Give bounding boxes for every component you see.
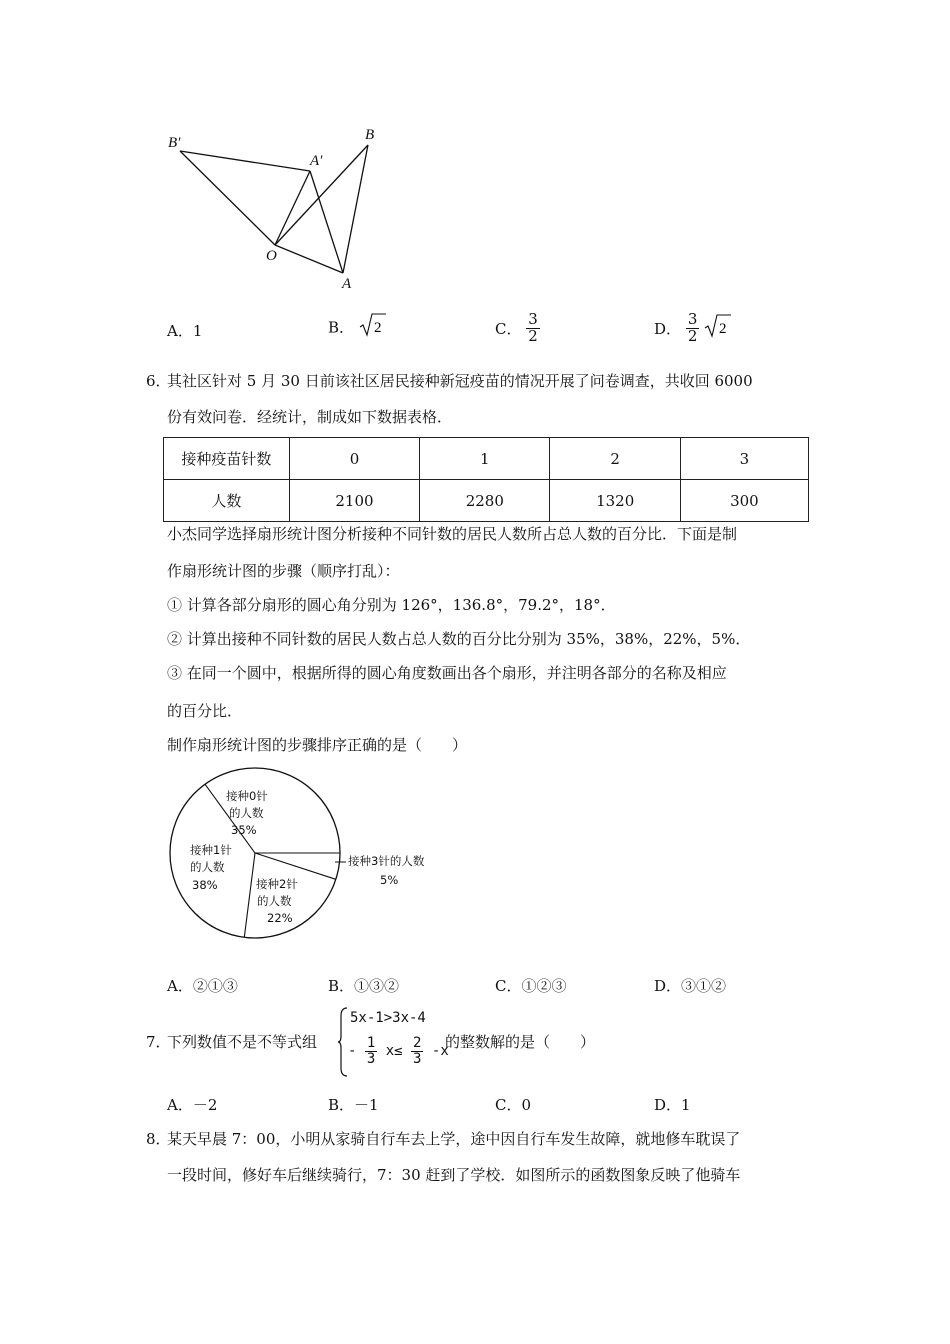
table-cell: 2 [550,438,680,480]
q7-inequality-1: 5x-1>3x-4 [350,1010,426,1026]
fraction: $\frac{3}{2}$ [528,310,538,345]
pie-chart [165,765,465,945]
fraction: $\frac{1}{3}$ [366,1035,376,1067]
q6-para2: 作扇形统计图的步骤（顺序打乱）： [167,562,400,580]
q6-line2: 份有效问卷．经统计，制成如下数据表格． [167,408,453,426]
q6-step2: ② 计算出接种不同针数的居民人数占总人数的百分比分别为 35%，38%，22%，5%． [167,630,751,648]
q6-number: 6． [146,372,171,390]
q7-option-c[interactable]: C．0 [495,1096,532,1114]
pie-label-slice0-line1: 接种0针 [226,789,268,803]
q6-option-d[interactable]: D．③①② [654,977,727,995]
pie-label-slice2-pct: 22% [267,911,293,925]
table-cell: 1320 [550,480,680,522]
segment-b-a [343,145,368,273]
segment-o-a [275,245,343,273]
q7-suffix: 的整数解的是（ ） [445,1033,596,1051]
pie-label-slice2-line1: 接种2针 [256,877,298,891]
segment-bprime-aprime [180,151,310,171]
pie-label-slice2-line2: 的人数 [257,894,292,908]
pie-label-slice1-pct: 38% [192,878,218,892]
pie-label-slice0-pct: 35% [231,823,257,837]
sqrt-symbol [704,313,732,343]
svg-text:2: 2 [373,320,382,336]
q8-line2: 一段时间，修好车后继续骑行，7：30 赶到了学校．如图所示的函数图象反映了他骑车 [167,1166,741,1184]
q8-number: 8． [146,1130,171,1148]
fraction: $\frac{3}{2}$ [687,310,698,345]
q7-inequality-2: - $\frac{1}{3}$ x≤ $\frac{2}{3}$ -x [348,1035,449,1067]
table-cell: 接种疫苗针数 [164,438,290,480]
q6-option-b[interactable]: B．①③② [328,977,400,995]
pie-label-slice1-line2: 的人数 [190,860,225,874]
label-o: O [266,248,277,264]
label-a: A [342,276,352,292]
q5-option-b[interactable]: B． 2 [328,312,387,342]
q6-option-a[interactable]: A．②①③ [167,977,238,995]
sqrt-symbol [359,312,387,342]
pie-radius-3 [255,853,336,879]
vaccine-table [163,437,809,522]
q7-prefix: 下列数值不是不等式组 [167,1033,318,1051]
pie-radius-2 [244,853,255,937]
q6-step3b: 的百分比． [167,702,243,720]
q7-option-d[interactable]: D．1 [654,1096,691,1114]
q6-step1: ① 计算各部分扇形的圆心角分别为 126°，136.8°，79.2°，18°． [167,596,616,614]
table-header-row [164,438,809,480]
label-a-prime: A′ [310,153,323,169]
fraction: $\frac{2}{3}$ [413,1035,422,1067]
q6-para1: 小杰同学选择扇形统计图分析接种不同针数的居民人数所占总人数的百分比．下面是制 [167,525,738,543]
rotation-figure [165,125,425,295]
q6-option-c[interactable]: C．①②③ [495,977,567,995]
segment-aprime-o [275,171,310,245]
table-cell: 3 [680,438,808,480]
table-cell: 1 [420,438,550,480]
label-b-prime: B′ [168,135,181,151]
q5-option-d[interactable]: D． $\frac{3}{2}$ 2 [654,312,732,345]
q7-option-a[interactable]: A．－2 [167,1096,218,1114]
q7-option-b[interactable]: B．－1 [328,1096,379,1114]
table-cell: 300 [680,480,808,522]
pie-label-slice0-line2: 的人数 [229,806,264,820]
q6-question: 制作扇形统计图的步骤排序正确的是（ ） [167,736,468,754]
pie-label-slice3-line1: 接种3针的人数 [348,854,425,868]
table-row [164,480,809,522]
table-cell: 2280 [420,480,550,522]
q8-line1: 某天早晨 7：00，小明从家骑自行车去上学，途中因自行车发生故障，就地修车耽误了 [167,1130,741,1148]
q6-step3a: ③ 在同一个圆中，根据所得的圆心角度数画出各个扇形，并注明各部分的名称及相应 [167,664,727,682]
q7-number: 7． [146,1033,171,1051]
table-cell: 0 [289,438,419,480]
table-cell: 2100 [289,480,419,522]
label-b: B [365,127,375,143]
segment-aprime-a [310,171,343,273]
q5-option-a[interactable]: A．1 [167,322,203,340]
q5-option-c[interactable]: C． $\frac{3}{2}$ [495,310,538,345]
pie-label-slice3-pct: 5% [380,873,399,887]
pie-label-slice1-line1: 接种1针 [190,843,232,857]
table-cell: 人数 [164,480,290,522]
svg-text:2: 2 [719,321,727,338]
q6-line1: 其社区针对 5 月 30 日前该社区居民接种新冠疫苗的情况开展了问卷调查，共收回 6000 [167,372,753,390]
segment-bprime-o [180,151,275,245]
